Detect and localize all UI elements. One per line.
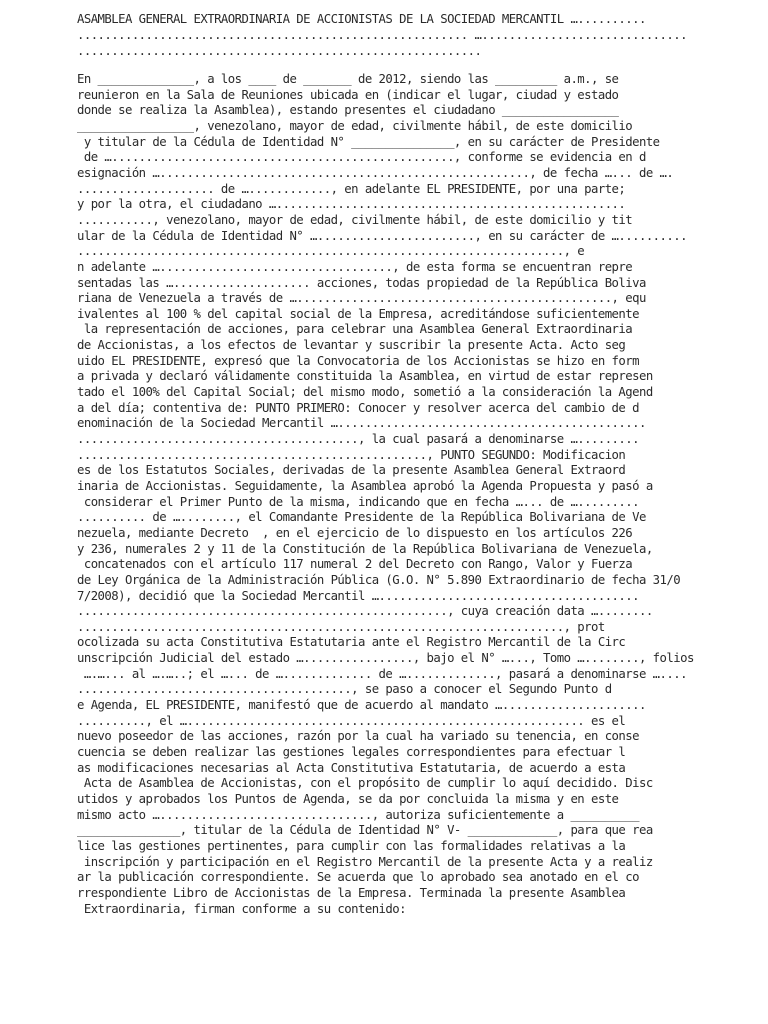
body-line: concatenados con el artículo 117 numeral 2 del Decreto con Rango, Valor y Fuerza <box>77 557 633 572</box>
header-line: ......................................................... ….............................. <box>77 28 687 42</box>
body-line: as modificaciones necesarias al Acta Constitutiva Estatutaria, de acuerdo a esta <box>77 760 626 775</box>
body-line: y titular de la Cédula de Identidad N° _______________, en su carácter de Presidente <box>77 134 660 149</box>
body-line: sentadas las ….................... acciones, todas propiedad de la República Boliva <box>77 275 646 290</box>
header-line: ASAMBLEA GENERAL EXTRAORDINARIA DE ACCIONISTAS DE LA SOCIEDAD MERCANTIL ….......... <box>77 12 646 26</box>
body-line: ..................................................., PUNTO SEGUNDO: Modificacion <box>77 447 626 462</box>
body-line: a del día; contentiva de: PUNTO PRIMERO: Conocer y resolver acerca del cambio de d <box>77 400 639 415</box>
body-line: de Accionistas, a los efectos de levantar y suscribir la presente Acta. Acto seg <box>77 338 626 353</box>
body-line: donde se realiza la Asamblea), estando presentes el ciudadano _________________ <box>77 103 619 118</box>
body-line: inaria de Accionistas. Seguidamente, la Asamblea aprobó la Agenda Propuesta y pasó a <box>77 478 653 493</box>
body-line: ular de la Cédula de Identidad N° …......................., en su carácter de ….......... <box>77 228 687 243</box>
body-line: ivalentes al 100 % del capital social de la Empresa, acreditándose suficientemente <box>77 306 639 321</box>
body-line: ......................................................, cuya creación data …........ <box>77 604 653 619</box>
body-line: _______________, titular de la Cédula de Identidad N° V- _____________, para que rea <box>77 823 653 838</box>
body-line: n adelante ….................................., de esta forma se encuentran repre <box>77 259 633 274</box>
body-line: enominación de la Sociedad Mercantil …............................................. <box>77 416 646 431</box>
body-line: nuevo poseedor de las acciones, razón por la cual ha variado su tenencia, en conse <box>77 729 639 744</box>
body-line: ......................................................................., e <box>77 244 585 259</box>
body-line: de Ley Orgánica de la Administración Pública (G.O. N° 5.890 Extraordinario de fecha 31/0 <box>77 572 681 587</box>
body-line: Extraordinaria, firman conforme a su contenido: <box>77 901 406 916</box>
body-line: reunieron en la Sala de Reuniones ubicada en (indicar el lugar, ciudad y estado <box>77 87 619 102</box>
body-line: ocolizada su acta Constitutiva Estatutaria ante el Registro Mercantil de la Circ <box>77 635 626 650</box>
body-line: de ….................................................., conforme se evidencia en d <box>77 150 646 165</box>
body-line: es de los Estatutos Sociales, derivadas de la presente Asamblea General Extraord <box>77 463 626 478</box>
body-line: ar la publicación correspondiente. Se acuerda que lo aprobado sea anotado en el co <box>77 870 639 885</box>
body-line: lice las gestiones pertinentes, para cumplir con las formalidades relativas a la <box>77 838 626 853</box>
body-line: mismo acto …..............................., autoriza suficientemente a __________ <box>77 807 639 822</box>
body-line: la representación de acciones, para celebrar una Asamblea General Extraordinaria <box>77 322 633 337</box>
body-line: unscripción Judicial del estado …................, bajo el N° …..., Tomo …........, folios <box>77 651 694 666</box>
body-line: rrespondiente Libro de Accionistas de la Empresa. Terminada la presente Asamblea <box>77 885 626 900</box>
body-line: En ______________, a los ____ de _______ de 2012, siendo las _________ a.m., se <box>77 72 619 86</box>
body-line: 7/2008), decidió que la Sociedad Mercantil …...................................... <box>77 588 639 603</box>
body-line: a privada y declaró válidamente constituida la Asamblea, en virtud de estar represen <box>77 369 653 384</box>
body-line: y 236, numerales 2 y 11 de la Constitución de la República Bolivariana de Venezuela, <box>77 541 653 556</box>
body-line: inscripción y participación en el Registro Mercantil de la presente Acta y a realiz <box>77 854 653 869</box>
header-line: ........................................................... <box>77 44 482 58</box>
body-line: esignación …......................................................, de fecha …... de …. <box>77 165 674 180</box>
body-line: tado el 100% del Capital Social; del mismo modo, sometió a la consideración la Agend <box>77 385 653 399</box>
body-line: .................... de …............, en adelante EL PRESIDENTE, por una parte; <box>77 181 626 196</box>
body-line: ........................................., la cual pasará a denominarse …......... <box>77 431 639 446</box>
body-line: nezuela, mediante Decreto , en el ejercicio de lo dispuesto en los artículos 226 <box>77 525 633 540</box>
body-line: ..........., venezolano, mayor de edad, civilmente hábil, de este domicilio y tit <box>77 212 633 227</box>
body-line: _________________, venezolano, mayor de edad, civilmente hábil, de este domicilio <box>77 119 633 133</box>
body-line: ......................................................................., prot <box>77 619 605 634</box>
body-line: e Agenda, EL PRESIDENTE, manifestó que de acuerdo al mandato …..................... <box>77 698 646 712</box>
body-line: riana de Venezuela a través de ….............................................., equ <box>77 291 646 306</box>
body-line: cuencia se deben realizar las gestiones legales correspondientes para efectuar l <box>77 745 626 759</box>
body-line: y por la otra, el ciudadano …................................................... <box>77 197 626 212</box>
body-line: considerar el Primer Punto de la misma, indicando que en fecha …... de …......... <box>77 494 639 509</box>
body-line: .........., el ….......................................................... es el <box>77 713 626 728</box>
body-line: .......... de …........, el Comandante Presidente de la República Bolivariana de Ve <box>77 510 646 525</box>
body-line: uido EL PRESIDENTE, expresó que la Convocatoria de los Accionistas se hizo en form <box>77 353 639 368</box>
body-line: ........................................, se paso a conocer el Segundo Punto d <box>77 682 612 697</box>
body-line: utidos y aprobados los Puntos de Agenda, se da por concluida la misma y en este <box>77 791 619 806</box>
body-line: ….…... al ….…..; el …... de …............. de …............., pasará a denominarse ….... <box>77 666 687 681</box>
body-line: Acta de Asamblea de Accionistas, con el propósito de cumplir lo aquí decidido. Disc <box>77 776 653 791</box>
